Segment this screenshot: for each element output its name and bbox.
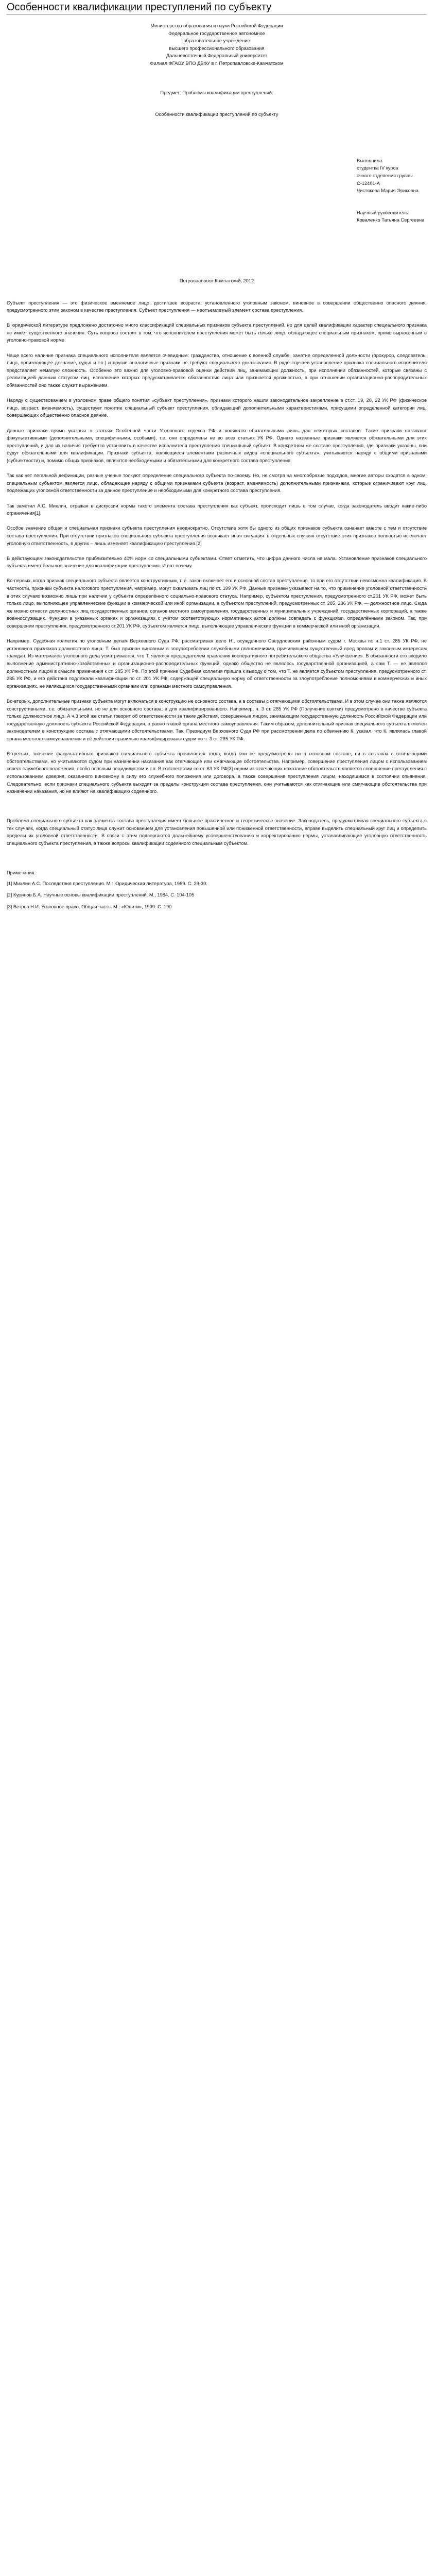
supervisor-line: Научный руководитель: [357, 210, 410, 215]
author-line: Чистякова Мария Эриковна [357, 188, 418, 194]
header-line: Федеральное государственное автономное [168, 30, 265, 36]
paragraph: Наряду с существованием в уголовном праве общего понятия «субъект преступления», признаки которого нашли законодательное закрепление в ст.ст. 19, 20, 22 УК РФ (физическое лицо, возраст, вменяемость), существует понятие специальный субъект преступления, обладающий дополнительными характеристиками, присущими определенной категории лиц, совершающих общественно опасное деяние. [7, 398, 427, 418]
paragraph: Особое значение общая и специальная признаки субъекта преступления неоднократно. Отсутствие хотя бы одного из общих признаков субъекта означает вместе с тем и отсутствие состава преступления. При отсутствии признаков специального субъекта преступления возникает иная ситуация: в отдельных случаях отсутствие этих признаков полностью исключает уголовную ответственность, в других – лишь изменяет квалификацию преступления.[2] [7, 526, 427, 546]
footnote: [1] Михлин А.С. Последствия преступления. М.: Юридическая литература, 1969. С. 29-30. [7, 880, 207, 886]
institution-header [7, 22, 427, 67]
header-line: высшего профессионального образования [169, 45, 265, 51]
header-line: образовательное учреждение [183, 38, 250, 44]
page-title: Особенности квалификации преступлений по субъекту [7, 0, 427, 15]
city-year: Петропавловск-Камчатский, 2012 [179, 278, 254, 283]
paragraph: Например, Судебная коллегия по уголовным делам Верховного Суда РФ, рассматривая дело Н., осужденного Свердловским районным судом г. Москвы по ч.1 ст. 285 УК РФ, не установила признаков должностного лица. Т. был признан виновным в злоупотреблении служебными полномочиями, причинившем существенный вред правам и законным интересам граждан. Из материалов уголовного дела усматривается, что Т. являлся председателем правления кооперативного потребительского общества «Улучшение». В обязанности его входило выполнение административно-хозяйственных и организационно-распорядительных функций, однако общество не являлось государственной организацией, а сам Т. — не являлся должностным лицом в смысле примечания к ст. 285 УК РФ. По этой причине Судебная коллегия пришла к выводу о том, что Т. не является субъектом преступления, предусмотренного ст. 285 УК РФ, и его действия подлежали квалификации по ст. 201 УК РФ, содержащей специальную норму об ответственности за злоупотребление полномочиями в коммерческих и иных организациях, не являющихся государственными органами или органами местного самоуправления. [7, 638, 427, 689]
author-block [7, 157, 427, 195]
footnote: [3] Ветров Н.И. Уголовное право. Общая часть. М.: «Юнити», 1999. С. 190 [7, 904, 172, 910]
footnote: [2] Куринов Б.А. Научные основы квалификации преступлений. М., 1984. С. 104-105 [7, 892, 195, 898]
paragraph: В-третьих, значение факультативных признаков специального субъекта проявляется тогда, когда они не предусмотрены ни в основном составе, ни в составах с отягчающими обстоятельствами, но учитываются судом при назначении наказания как отягчающие или смягчающие обстоятельства. Например, совершение преступления лицом с использованием своего служебного положения, особо опасным рецидивистом и т.п. В соответствии со ст. 63 УК РФ[3] одним из отягчающих наказание обстоятельств является совершение преступления с использованием доверия, оказанного виновному в силу его служебного положения или договора, а также совершение преступления лицом, находящимся в состоянии опьянения. Следовательно, если признаки специального субъекта выходят за пределы конструкции состава преступления, они учитываются как отягчающие или смягчающие обстоятельства при назначении наказания, но не влияют на квалификацию содеянного. [7, 751, 427, 794]
header-line: Министерство образования и науки Российской Федерации [150, 23, 283, 28]
work-title: Особенности квалификации преступлений по субъекту [155, 112, 278, 117]
paragraph: В действующем законодательстве приблизительно 40% норм со специальными субъектами. Ответ отметить, что цифра данного числа не мала. Установление признаков специального субъекта имеет большое значение для квалификации преступления. И вот почему. [7, 555, 427, 569]
document-page [0, 0, 436, 911]
paragraph: Во-первых, когда признак специального субъекта является конструктивным, т. е. закон включает его в основной состав преступления, то при его отсутствии невозможна квалификация. В частности, признаки субъекта налогового преступления, например, могут охватывать лиц по ст. 199 УК РФ. Данные признаки указывают на то, что применение уголовной ответственности в этих случаях возможно лишь при наличии у субъекта определённого социально-правового статуса. Например, субъектом преступления, предусмотренного ст.201 УК РФ, может быть только лицо, выполняющее управленческие функции в коммерческой или иной организации, а субъектом преступлений, предусмотренных ст. 285, 286 УК РФ, — должностное лицо. Сюда же можно отнести должностных лиц государственных органов, органов местного самоуправления, государственных и муниципальных учреждений, государственных корпораций, а также военнослужащих. Функции в указанных органах и организациях с учётом соответствующих нормативных актов должны совпадать с функциями, определёнными законом. Так, при совершении преступления, предусмотренного ст.201 УК РФ, субъектом является лицо, выполняющее управленческие функции в коммерческой или иной организации. [7, 578, 427, 629]
notes-title: Примечания: [7, 870, 36, 876]
author-line: Выполнила: [357, 158, 383, 163]
paragraph: Так как нет легальной дефиниции, разные ученые толкуют определение специального субъекта по-своему. Но, не смотря на многообразие подходов, многие авторы сходятся в одном: специальным субъектом является лицо, обладающее наряду с общими признаками субъекта (возраст, вменяемость) дополнительными признаками, которые ограничивают круг лиц, подлежащих уголовной ответственности за данное преступление и необходимыми для конкретного состава преступления. [7, 473, 427, 494]
paragraph: Данные признаки прямо указаны в статьях Особенной части Уголовного кодекса РФ и являются обязательными лишь для некоторых составов. Такие признаки называют факультативными (дополнительными, специфичными, особыми), т.е. они определены не во всех статьях УК РФ. Однако названные признаки являются обязательными для этих преступлений, и для их наличия требуется установить в качестве исполнителя преступления специальный субъект. В конкретном же составе преступления, где признаки указаны, они будут обязательными для квалификации. Признаки субъекта, являющиеся элементами различных видов «специального субъекта», учитываются наряду с общими признаками (субъектности) и, помимо общих признаков, являются необходимыми и обязательными для конкретного состава преступления. [7, 428, 427, 463]
paragraph: В юридической литературе предложено достаточно много классификаций специальных признаков субъекта преступлений, но для целей квалификации характер специального признака не имеет существенного значения. Суть вопроса состоит в том, что исполнителем преступления может быть только лицо, обладающее специальным признаком, прямо выраженным в уголовно-правовой норме. [7, 323, 427, 343]
paragraph: Субъект преступления — это физическое вменяемое лицо, достигшее возраста, установленного уголовным законом, виновное в совершении общественно опасного деяния, предусмотренного этим законом в качестве преступления. Субъект преступления — неотъемлемый элемент состава преступления. [7, 300, 427, 313]
supervisor-line: Коваленко Татьяна Сергеевна [357, 217, 425, 223]
supervisor-block [7, 209, 427, 224]
subject-line: Предмет: Проблемы квалификации преступлений. [160, 90, 273, 95]
paragraph: Чаще всего наличие признака специального исполнителя является очевидным: гражданство, отношение к военной службе, занятие определенной должности (прокурор, следователь, лицо, производящее дознание, судья и т.п.) и другие аналогичные признаки не требуют специального доказывания. В ряде случаев установление признака специального исполнителя представляет немалую сложность. Особенно это важно для уголовно-правовой оценки действий лиц, занимающих должность, при исполнении обязанностей, которые связаны с реализацией данным статусом лиц, исполнение которых предусматривается обязанностью лица или признается должностью, в при отношении организационно-распорядительных обязанностей оно также служит выражением. [7, 352, 427, 388]
paragraph: Во-вторых, дополнительные признаки субъекта могут включаться в конструкцию не основного состава, а в составы с отягчающими обстоятельствами. И в этом случае они также являются конструктивными, т.е. обязательными, но не для основного состава, а для квалифицированного. Например, ч. 3 ст. 285 УК РФ (Получение взятки) предусмотрено в качестве субъекта только должностное лицо. А ч.3 этой же статьи говорит об ответственности за такие действия, совершенные лицом, занимающим государственную должность Российской Федерации или государственную должность субъекта Российской Федерации, а равно главой органа местного самоуправления. Таким образом, дополнительный признак специального субъекта включен законодателем в конструкцию состава с отягчающими обстоятельствами. Так, Президиум Верховного Суда РФ при рассмотрении дела по обвинению К. указал, что К. являлась главой органа местного самоуправления и её действия правильно квалифицированы судом по ч. 3 ст. 285 УК РФ. [7, 698, 427, 741]
header-line: Филиал ФГАОУ ВПО ДВФУ в г. Петропавловске-Камчатском [150, 60, 284, 66]
author-line: очного отделения группы С-12401-А [357, 173, 413, 186]
header-line: Дальневосточный Федеральный университет [166, 53, 268, 59]
notes-section [7, 869, 427, 910]
body-text [7, 299, 427, 848]
paragraph: Проблема специального субъекта как элемента состава преступления имеет большое практическое и теоретическое значение. Законодатель, предусматривая специального субъекта в тех случаях, когда специальный статус лица служит основанием для установления повышенной или пониженной ответственности, вправе выделить специальный круг лиц и определить пределы их уголовной ответственности. В связи с этим подвергаются дальнейшему усовершенствованию и корректированию нормы, устанавливающие уголовную ответственность специального субъекта преступления, а также вопросы квалификации содеянного специальным субъектом. [7, 818, 427, 846]
paragraph: Так заметил А.С. Михлин, отражая в дискуссии нормы такого элемента состава преступления как субъект, происходит лишь в том случае, когда законодатель вводит какие-либо ограничения[1]. [7, 503, 427, 516]
author-line: студентка IV курса [357, 165, 398, 171]
